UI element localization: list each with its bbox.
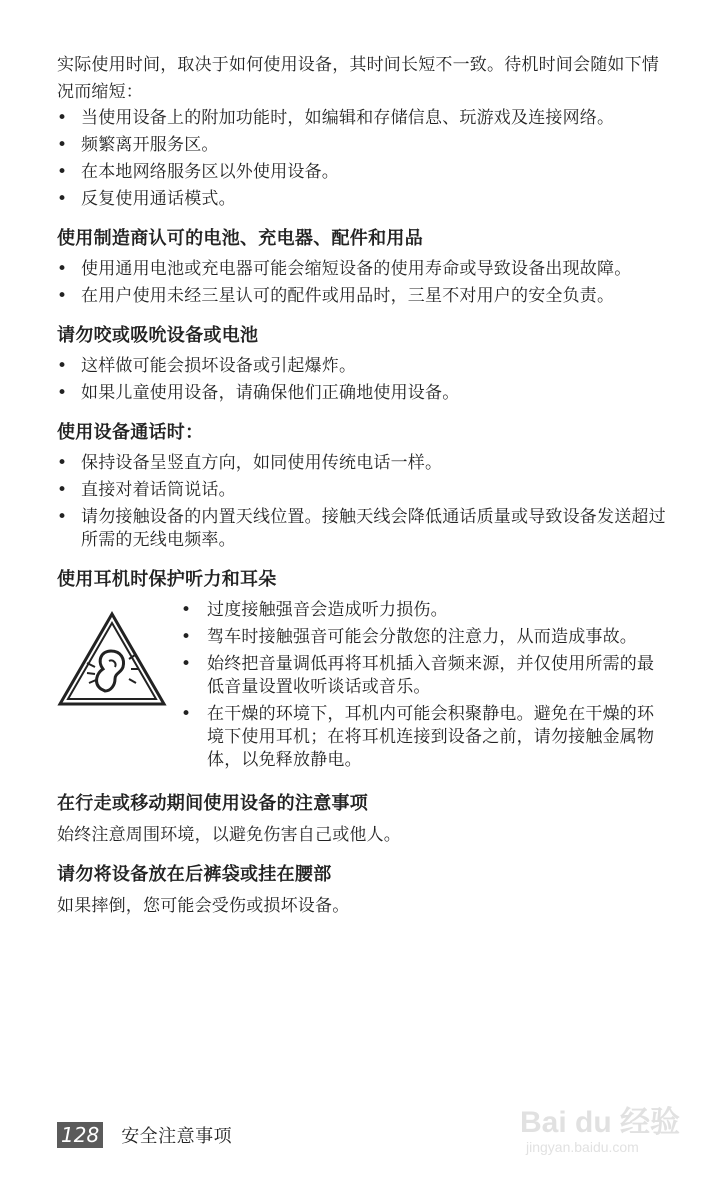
list-item: • 请勿接触设备的内置天线位置。接触天线会降低通话质量或导致设备发送超过所需的无线电频率。	[57, 507, 666, 550]
bullet-list	[57, 452, 667, 552]
bullet-icon: •	[57, 356, 68, 376]
list-item: • 在本地网络服务区以外使用设备。	[57, 162, 339, 182]
bullet-icon: •	[181, 600, 192, 620]
section-heading-do-not-bite: 请勿咬或吸吮设备或电池	[57, 325, 259, 346]
bullet-icon: •	[181, 704, 192, 724]
bullet-list	[57, 258, 667, 308]
list-item: • 过度接触强音会造成听力损伤。	[181, 600, 448, 620]
page-number: 128	[57, 1122, 103, 1148]
list-item: • 保持设备呈竖直方向，如同使用传统电话一样。	[57, 453, 443, 473]
intro-bullet-list	[57, 107, 667, 211]
earphone-section	[57, 599, 667, 776]
list-item: • 当使用设备上的附加功能时，如编辑和存储信息、玩游戏及连接网络。	[57, 108, 615, 128]
list-item: • 频繁离开服务区。	[57, 135, 219, 155]
section-heading-during-calls: 使用设备通话时：	[57, 422, 204, 443]
section-heading-back-pocket: 请勿将设备放在后裤袋或挂在腰部	[57, 864, 332, 885]
list-item: • 在用户使用未经三星认可的配件或用品时，三星不对用户的安全负责。	[57, 286, 615, 306]
section-heading-earphones: 使用耳机时保护听力和耳朵	[57, 569, 277, 590]
list-item: • 反复使用通话模式。	[57, 189, 236, 209]
bullet-icon: •	[57, 507, 68, 527]
watermark-url: jingyan.baidu.com	[526, 1139, 639, 1155]
bullet-icon: •	[57, 259, 68, 279]
bullet-icon: •	[57, 286, 68, 306]
bullet-icon: •	[57, 162, 68, 182]
warning-icon-container	[57, 599, 181, 711]
bullet-icon: •	[181, 654, 192, 674]
bullet-icon: •	[57, 135, 68, 155]
manual-page	[57, 52, 667, 918]
watermark-main: Bai du 经验	[520, 1106, 681, 1139]
bullet-icon: •	[57, 383, 68, 403]
section-heading-walking: 在行走或移动期间使用设备的注意事项	[57, 793, 369, 814]
bullet-list	[57, 355, 667, 405]
bullet-icon: •	[57, 189, 68, 209]
section-heading-approved-accessories: 使用制造商认可的电池、充电器、配件和用品	[57, 228, 423, 249]
list-item: • 始终把音量调低再将耳机插入音频来源，并仅使用所需的最低音量设置收听谈话或音乐。	[181, 654, 655, 697]
list-item: • 使用通用电池或充电器可能会缩短设备的使用寿命或导致设备出现故障。	[57, 259, 632, 279]
bullet-icon: •	[57, 453, 68, 473]
list-item: • 在干燥的环境下，耳机内可能会积聚静电。避免在干燥的环境下使用耳机；在将耳机连接到设备之前，请勿接触金属物体，以免释放静电。	[181, 704, 655, 770]
list-item: • 如果儿童使用设备，请确保他们正确地使用设备。	[57, 383, 460, 403]
footer-title: 安全注意事项	[121, 1126, 233, 1147]
hearing-warning-icon	[57, 611, 167, 707]
intro-text: 实际使用时间，取决于如何使用设备，其时间长短不一致。待机时间会随如下情况而缩短：	[57, 55, 659, 102]
bullet-list	[181, 599, 667, 776]
list-item: • 直接对着话筒说话。	[57, 480, 236, 500]
bullet-icon: •	[181, 627, 192, 647]
bullet-icon: •	[57, 480, 68, 500]
section-text: 始终注意周围环境，以避免伤害自己或他人。	[57, 825, 401, 845]
list-item: • 驾车时接触强音可能会分散您的注意力，从而造成事故。	[181, 627, 637, 647]
baidu-watermark	[520, 1085, 690, 1165]
section-text: 如果摔倒，您可能会受伤或损坏设备。	[57, 896, 350, 916]
page-footer	[57, 1122, 232, 1148]
list-item: • 这样做可能会损坏设备或引起爆炸。	[57, 356, 357, 376]
bullet-icon: •	[57, 108, 68, 128]
